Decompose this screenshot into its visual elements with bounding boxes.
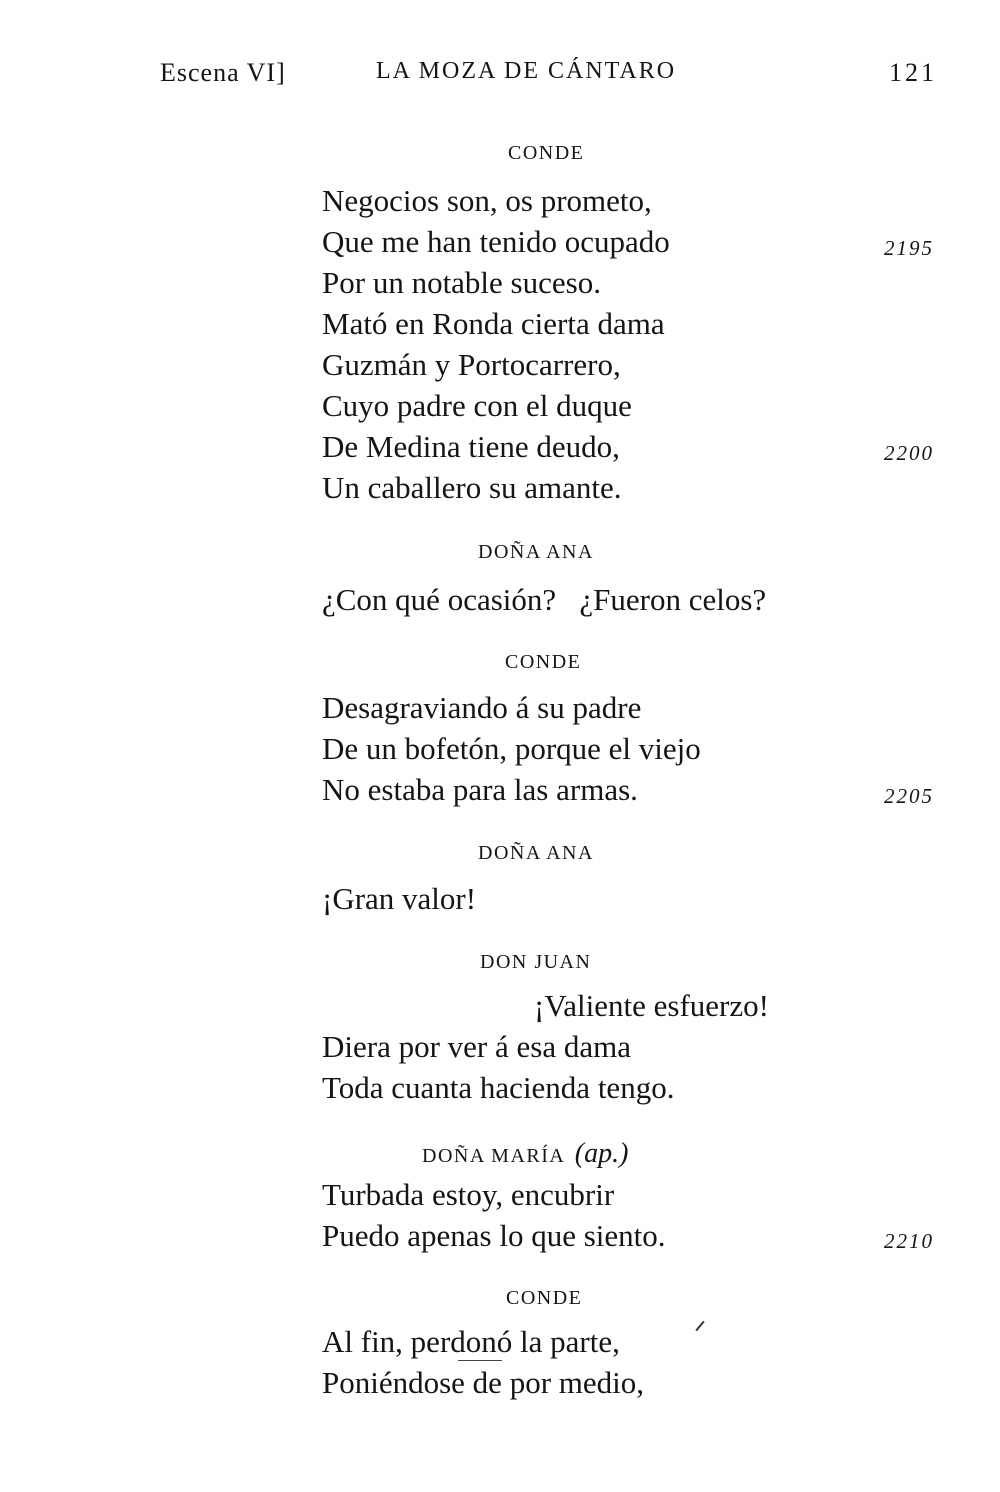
verse-line: Al fin, perdonó la parte, xyxy=(322,1324,620,1359)
verse-line: De Medina tiene deudo, xyxy=(322,429,620,464)
verse-line: Guzmán y Portocarrero, xyxy=(322,347,621,382)
line-number: 2195 xyxy=(884,236,934,260)
pencil-underline xyxy=(458,1360,502,1361)
page-number: 121 xyxy=(889,58,937,87)
verse-line: Negocios son, os prometo, xyxy=(322,183,652,218)
speaker-name: CONDE xyxy=(506,1287,583,1309)
verse-line: ¿Con qué ocasión? ¿Fueron celos? xyxy=(322,582,767,617)
speaker-name: CONDE xyxy=(505,651,582,673)
verse-line: ¡Valiente esfuerzo! xyxy=(534,988,769,1023)
pencil-mark xyxy=(695,1321,704,1331)
verse-line: Puedo apenas lo que siento. xyxy=(322,1218,666,1253)
verse-line: Toda cuanta hacienda tengo. xyxy=(322,1070,675,1105)
play-title: LA MOZA DE CÁNTARO xyxy=(376,58,677,84)
line-number: 2205 xyxy=(884,784,934,808)
verse-line: Que me han tenido ocupado xyxy=(322,224,670,259)
verse-line: Poniéndose de por medio, xyxy=(322,1365,645,1400)
verse-line: Diera por ver á esa dama xyxy=(322,1029,631,1064)
speaker-name: DON JUAN xyxy=(480,951,592,973)
verse-line: No estaba para las armas. xyxy=(322,772,638,807)
verse-line: Cuyo padre con el duque xyxy=(322,388,632,423)
line-number: 2210 xyxy=(884,1229,934,1253)
scene-label: Escena VI] xyxy=(160,58,286,87)
speaker-name: DOÑA ANA xyxy=(478,541,594,563)
verse-line: Turbada estoy, encubrir xyxy=(322,1177,615,1212)
speaker-heading xyxy=(422,1138,628,1170)
speaker-name: CONDE xyxy=(508,142,585,164)
stage-direction: (ap.) xyxy=(574,1138,629,1169)
speaker-name: DOÑA ANA xyxy=(478,842,594,864)
running-header xyxy=(0,58,1000,98)
speaker-name: DOÑA MARÍA xyxy=(422,1145,565,1167)
verse-line: Un caballero su amante. xyxy=(322,470,622,505)
verse-line: ¡Gran valor! xyxy=(322,881,477,916)
verse-line: Desagraviando á su padre xyxy=(322,690,642,725)
verse-line: De un bofetón, porque el viejo xyxy=(322,731,701,766)
line-number: 2200 xyxy=(884,441,934,465)
verse-line: Por un notable suceso. xyxy=(322,265,601,300)
verse-line: Mató en Ronda cierta dama xyxy=(322,306,665,341)
